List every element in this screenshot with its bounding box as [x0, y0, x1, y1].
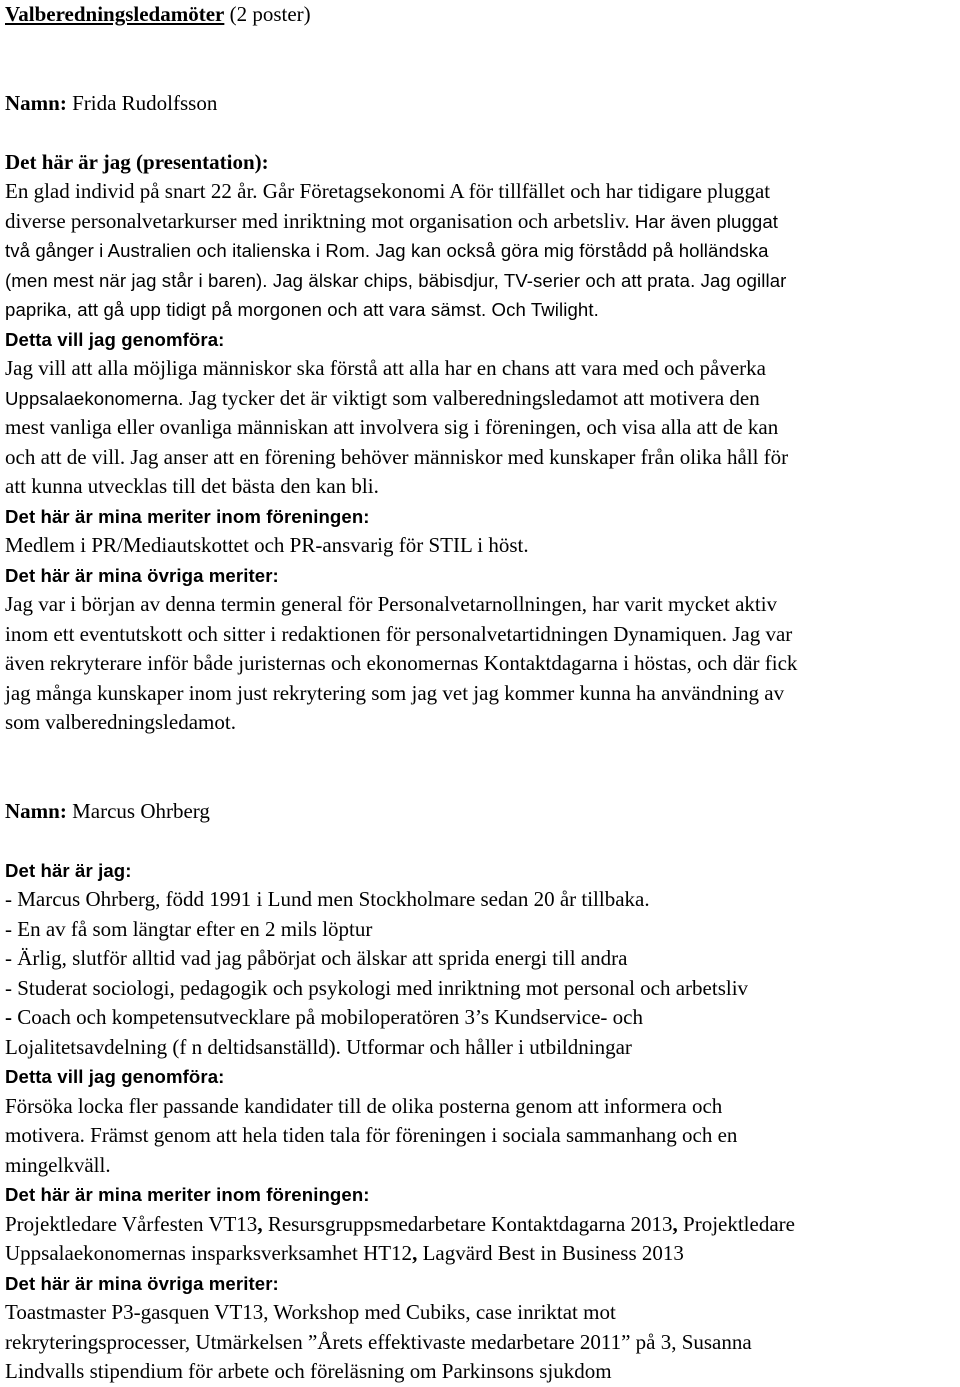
paragraph-line: två gånger i Australien och italienska i Rom. Jag kan också göra mig förstådd på holländska [5, 240, 769, 261]
paragraph-line: rekryteringsprocesser, Utmärkelsen ”Årets effektivaste medarbetare 2011” på 3, Susanna [5, 1329, 752, 1354]
candidate-1-merit-heading: Det här är mina meriter inom föreningen: [5, 505, 370, 527]
paragraph-line: som valberedningsledamot. [5, 710, 236, 734]
paragraph-line: diverse personalvetarkurser med inriktning mot organisation och arbetsliv. Har även pluggat [5, 208, 779, 233]
paragraph-line: Jag vill att alla möjliga människor ska förstå att alla har en chans att vara med och påverka [5, 356, 766, 380]
paragraph-line: motivera. Främst genom att hela tiden tala för föreningen i sociala sammanhang och en [5, 1123, 738, 1147]
paragraph-line: En glad individ på snart 22 år. Går Företagsekonomi A för tillfället och har tidigare pluggat [5, 179, 771, 203]
candidate-1-name: Namn: Frida Rudolfsson [5, 90, 218, 115]
paragraph-line: inom ett eventutskott och sitter i redaktionen för personalvetartidningen Dynamiquen. Jag var [5, 621, 793, 646]
paragraph-line: Projektledare Vårfesten VT13, Resursgruppsmedarbetare Kontaktdagarna 2013, Projektledare [5, 1211, 795, 1236]
document-heading [5, 0, 957, 30]
candidate-2-presentation-heading: Det här är jag: [5, 859, 132, 881]
paragraph-line: mest vanliga eller ovanliga människan att involvera sig i föreningen, och visa alla att de kan [5, 415, 779, 439]
list-item: - Marcus Ohrberg, född 1991 i Lund men Stockholmare sedan 20 år tillbaka. [5, 887, 650, 911]
list-item-continuation: Lojalitetsavdelning (f n deltidsanställd). Utformar och håller i utbildningar [5, 1034, 632, 1059]
candidate-2-other-merit-heading: Det här är mina övriga meriter: [5, 1272, 279, 1294]
candidate-2-merit-heading: Det här är mina meriter inom föreningen: [5, 1184, 370, 1205]
candidate-1-goal-heading: Detta vill jag genomföra: [5, 328, 225, 350]
candidate-1 [5, 89, 957, 738]
list-item: - Studerat sociologi, pedagogik och psykologi med inriktning mot personal och arbetsliv [5, 975, 749, 1000]
paragraph-line: Försöka locka fler passande kandidater till de olika posterna genom att informera och [5, 1093, 723, 1118]
paragraph-line: mingelkväll. [5, 1152, 111, 1177]
candidate-1-other-merit-heading: Det här är mina övriga meriter: [5, 564, 279, 586]
paragraph-line: att kunna utvecklas till det bästa den kan bli. [5, 474, 379, 498]
paragraph-line: och att de vill. Jag anser att en förening behöver människor med kunskaper från olika håll för [5, 444, 789, 469]
paragraph-line: Uppsalaekonomernas insparksverksamhet HT12, Lagvärd Best in Business 2013 [5, 1241, 684, 1265]
document-title: Valberedningsledamöter [5, 2, 225, 26]
list-item: - En av få som längtar efter en 2 mils löptur [5, 916, 373, 941]
candidate-1-presentation-heading: Det här är jag (presentation): [5, 149, 269, 174]
paragraph-line: Toastmaster P3-gasquen VT13, Workshop med Cubiks, case inriktat mot [5, 1300, 616, 1324]
paragraph-line: Jag var i början av denna termin general för Personalvetarnollningen, har varit mycket aktiv [5, 592, 778, 616]
paragraph-line: Lindvalls stipendium för arbete och föreläsning om Parkinsons sjukdom [5, 1359, 612, 1383]
paragraph-line: Uppsalaekonomerna. Jag tycker det är viktigt som valberedningsledamot att motivera den [5, 385, 760, 410]
candidate-2-name: Namn: Marcus Ohrberg [5, 798, 210, 823]
candidate-2 [5, 797, 957, 1387]
document-page [5, 0, 957, 1387]
candidate-2-goal-heading: Detta vill jag genomföra: [5, 1066, 225, 1087]
paragraph-line: Medlem i PR/Mediautskottet och PR-ansvarig för STIL i höst. [5, 533, 529, 557]
list-item: - Coach och kompetensutvecklare på mobiloperatören 3’s Kundservice- och [5, 1005, 643, 1029]
list-item: - Ärlig, slutför alltid vad jag påbörjat och älskar att sprida energi till andra [5, 946, 628, 970]
paragraph-line: jag många kunskaper inom just rekrytering som jag vet jag kommer kunna ha användning av [5, 680, 785, 705]
document-title-suffix: (2 poster) [224, 2, 311, 26]
paragraph-line: (men mest när jag står i baren). Jag älskar chips, bäbisdjur, TV-serier och att prata. Jag ogillar [5, 269, 787, 291]
paragraph-line: även rekryterare inför både juristernas och ekonomernas Kontaktdagarna i höstas, och där fick [5, 651, 798, 675]
paragraph-line: paprika, att gå upp tidigt på morgonen och att vara sämst. Och Twilight. [5, 299, 599, 320]
